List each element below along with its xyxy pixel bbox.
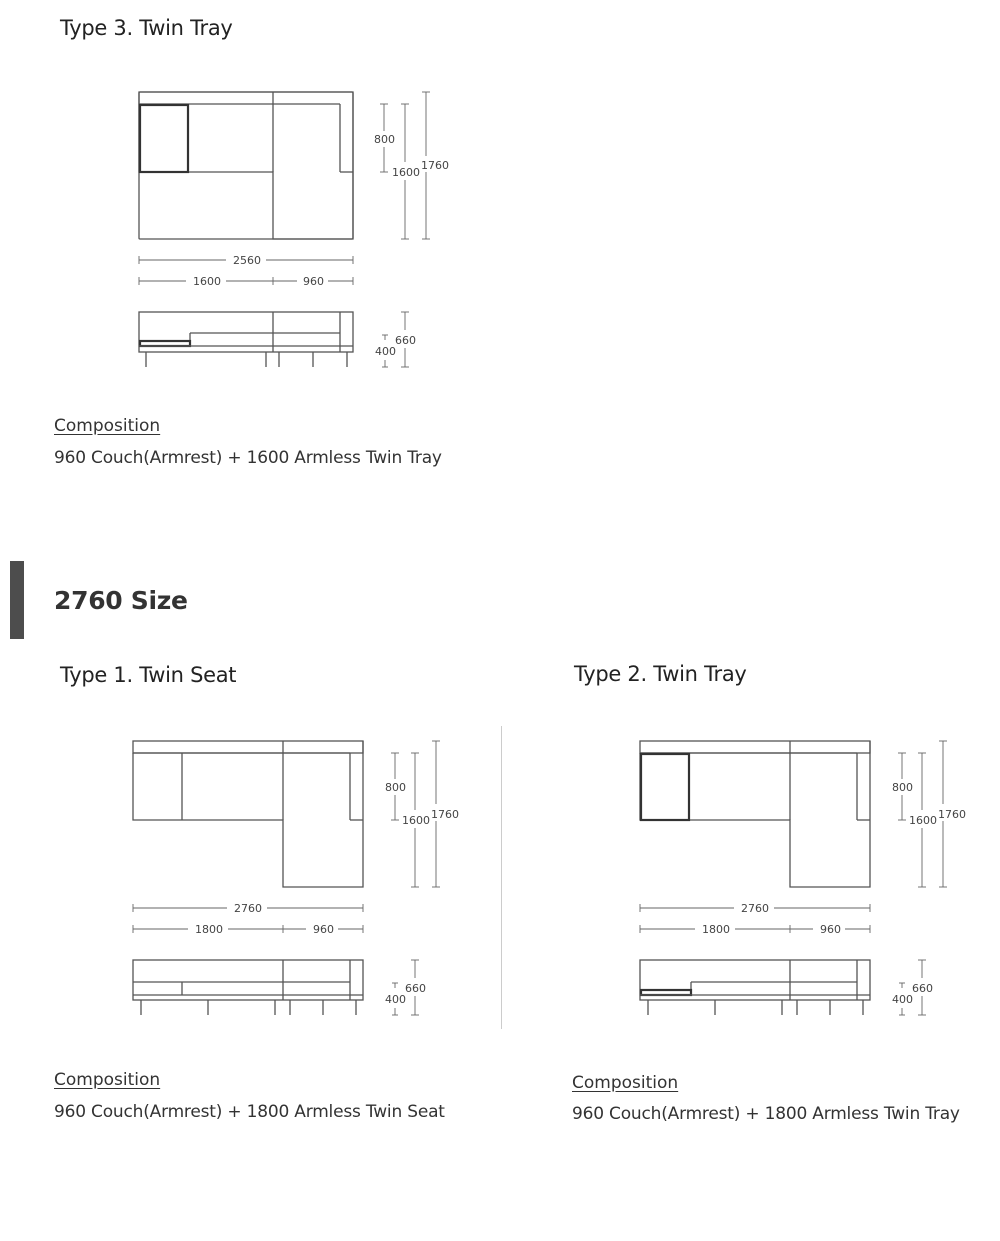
dim-400: 400: [375, 345, 396, 358]
type2-composition-text: 960 Couch(Armrest) + 1800 Armless Twin Tray: [572, 1104, 960, 1124]
dim-1760: 1760: [431, 808, 459, 821]
dim-left: 1600: [193, 275, 221, 288]
dim-right: 960: [313, 923, 334, 936]
dim-width-total: 2560: [233, 254, 261, 267]
dim-660: 660: [405, 982, 426, 995]
dim-800: 800: [374, 133, 395, 146]
type1-composition-text: 960 Couch(Armrest) + 1800 Armless Twin Seat: [54, 1102, 445, 1122]
dim-1760: 1760: [421, 159, 449, 172]
dim-660: 660: [395, 334, 416, 347]
type1-title: Type 1. Twin Seat: [60, 663, 237, 687]
type3-title: Type 3. Twin Tray: [60, 16, 233, 40]
type2-composition-label: Composition: [572, 1073, 679, 1093]
dim-660: 660: [912, 982, 933, 995]
section-heading: 2760 Size: [54, 586, 188, 615]
dim-width-total: 2760: [741, 902, 769, 915]
dim-width-total: 2760: [234, 902, 262, 915]
dim-left: 1800: [702, 923, 730, 936]
type1-composition-label: Composition: [54, 1070, 161, 1090]
dim-1760: 1760: [938, 808, 966, 821]
type3-composition-text: 960 Couch(Armrest) + 1600 Armless Twin Tray: [54, 448, 442, 468]
dim-1600: 1600: [392, 166, 420, 179]
dim-400: 400: [892, 993, 913, 1006]
dim-1600: 1600: [402, 814, 430, 827]
dim-right: 960: [303, 275, 324, 288]
dim-1600: 1600: [909, 814, 937, 827]
type3-composition-label: Composition: [54, 416, 161, 436]
dim-800: 800: [385, 781, 406, 794]
type2-title: Type 2. Twin Tray: [574, 662, 747, 686]
dim-800: 800: [892, 781, 913, 794]
dim-right: 960: [820, 923, 841, 936]
dim-400: 400: [385, 993, 406, 1006]
dim-left: 1800: [195, 923, 223, 936]
